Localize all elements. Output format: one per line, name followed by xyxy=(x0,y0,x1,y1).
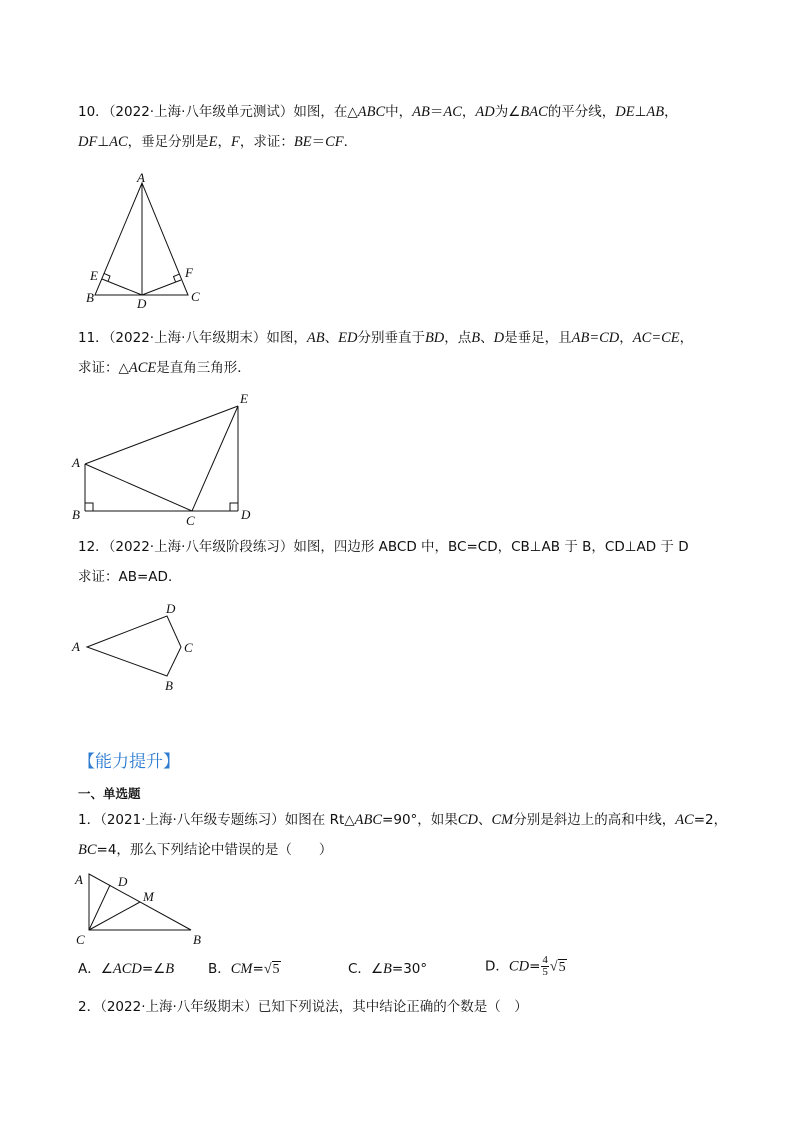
mc2-line-1: 2．（2022·上海·八年级期末）已知下列说法，其中结论正确的个数是（ ） xyxy=(78,999,528,1015)
fraction: $\frac{4}{5}$ xyxy=(542,954,548,978)
q12-label-b: B xyxy=(165,678,173,693)
mc1-label-c: C xyxy=(76,932,85,947)
q11-line-1: 11．（2022·上海·八年级期末）如图，AB、ED分别垂直于BD，点B、D是垂足，且AB=CD，AC=CE， xyxy=(78,330,694,346)
mc1-segment-cd xyxy=(89,885,110,930)
q10-label-c: C xyxy=(191,289,200,304)
q12-label-c: C xyxy=(184,640,193,655)
q12-label-d: D xyxy=(166,601,176,616)
q10-label-d: D xyxy=(137,296,147,311)
q10-label-f: F xyxy=(185,265,193,280)
subsection-title: 一、单选题 xyxy=(78,786,141,801)
mc1-label-d: D xyxy=(118,874,128,889)
mc1-label-b: B xyxy=(193,932,201,947)
q12-line-2: 求证：AB=AD． xyxy=(78,569,182,585)
sqrt-symbol: √5 xyxy=(549,959,566,975)
mc1-line-1: 1．（2021·上海·八年级专题练习）如图在 Rt△ABC=90°，如果CD、CM分别是斜边上的高和中线，AC=2， xyxy=(78,812,728,828)
q10-label-b: B xyxy=(86,290,94,305)
mc1-segment-cm xyxy=(89,902,140,930)
q11-label-e: E xyxy=(240,391,248,406)
section-title: 【能力提升】 xyxy=(78,752,180,772)
q12-line-1: 12．（2022·上海·八年级阶段练习）如图，四边形 ABCD 中，BC=CD，CB⊥AB 于 B，CD⊥AD 于 D xyxy=(78,539,689,555)
mc1-line-2: BC=4，那么下列结论中错误的是（ ） xyxy=(78,842,333,858)
q10-line-1: 10．（2022·上海·八年级单元测试）如图，在△ABC中，AB＝AC，AD为∠BAC的平分线，DE⊥AB， xyxy=(78,104,678,120)
q10-line-2: DF⊥AC，垂足分别是E，F，求证：BE＝CF． xyxy=(78,134,358,150)
q11-line-2: 求证：△ACE是直角三角形． xyxy=(78,360,251,376)
mc1-option-b: B．CM=√5 xyxy=(208,961,280,977)
q10-label-e: E xyxy=(90,268,98,283)
mc1-option-d: D．CD= $\frac{4}{5}$ √5 xyxy=(485,954,566,978)
q10-label-a: A xyxy=(137,170,145,185)
mc1-label-m: M xyxy=(143,889,154,904)
q12-label-a: A xyxy=(72,639,80,654)
mc1-option-c: C．∠B=30° xyxy=(348,961,428,977)
mc1-label-a: A xyxy=(75,872,83,887)
q11-label-d: D xyxy=(241,507,251,522)
sqrt-symbol: √5 xyxy=(263,962,280,977)
q11-label-b: B xyxy=(72,507,80,522)
mc1-option-a: A．∠ACD=∠B xyxy=(78,961,175,977)
q11-label-a: A xyxy=(72,455,80,470)
q11-label-c: C xyxy=(186,513,195,528)
